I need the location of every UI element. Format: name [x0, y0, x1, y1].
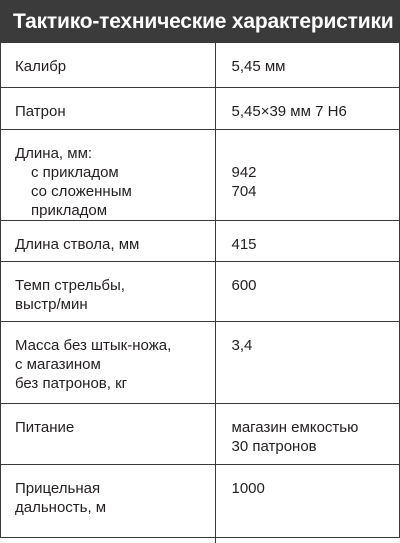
param-cell	[1, 87, 215, 129]
param-label: дальность, м	[15, 498, 107, 516]
param-value: 704	[231, 182, 257, 200]
table-row-mass	[1, 321, 399, 403]
table-row-cartridge	[1, 87, 399, 129]
param-cell	[1, 261, 215, 321]
param-label: Прицельная	[15, 479, 101, 497]
table-row-caliber	[1, 43, 399, 87]
param-label: Патрон	[15, 102, 66, 120]
spec-table	[1, 43, 399, 543]
param-sublabel: с прикладом	[31, 163, 119, 181]
param-cell	[1, 321, 215, 403]
param-value: 415	[231, 235, 257, 253]
param-value: 600	[231, 276, 257, 294]
param-cell	[1, 43, 215, 87]
value-cell	[215, 87, 399, 129]
value-cell	[215, 321, 399, 403]
value-cell	[215, 403, 399, 464]
param-value: 5,45 мм	[231, 58, 286, 75]
param-label: Длина ствола, мм	[15, 235, 140, 253]
param-label: Темп стрельбы,	[15, 276, 125, 294]
param-label: Питание	[15, 418, 75, 436]
param-cell	[1, 220, 215, 261]
param-value: 3,4	[231, 336, 253, 354]
param-cell	[1, 464, 215, 543]
param-label: с магазином	[15, 355, 101, 373]
param-sublabel: прикладом	[31, 201, 108, 219]
param-value: 942	[231, 163, 257, 181]
value-cell	[215, 129, 399, 220]
value-cell	[215, 220, 399, 261]
table-row-feed	[1, 403, 399, 464]
param-label: Масса без штык-ножа,	[15, 336, 172, 354]
param-cell	[1, 129, 215, 220]
spec-header-title: Тактико-технические характеристики	[1, 1, 399, 43]
param-label: выстр/мин	[15, 295, 88, 313]
param-value: 30 патронов	[231, 437, 317, 455]
value-cell	[215, 43, 399, 87]
param-sublabel: со сложенным	[31, 182, 132, 200]
table-row-sighting-range	[1, 464, 399, 543]
param-value: 1000	[231, 479, 265, 497]
param-label: без патронов, кг	[15, 374, 128, 392]
param-label: Калибр	[15, 58, 67, 75]
param-cell	[1, 403, 215, 464]
value-cell	[215, 464, 399, 543]
table-row-length	[1, 129, 399, 220]
param-label: Длина, мм:	[15, 144, 93, 162]
param-value: 5,45×39 мм 7 Н6	[231, 102, 347, 120]
table-row-barrel-length	[1, 220, 399, 261]
value-cell	[215, 261, 399, 321]
table-row-rate-of-fire	[1, 261, 399, 321]
param-value-spacer	[232, 144, 400, 163]
param-value: магазин емкостью	[231, 418, 359, 436]
